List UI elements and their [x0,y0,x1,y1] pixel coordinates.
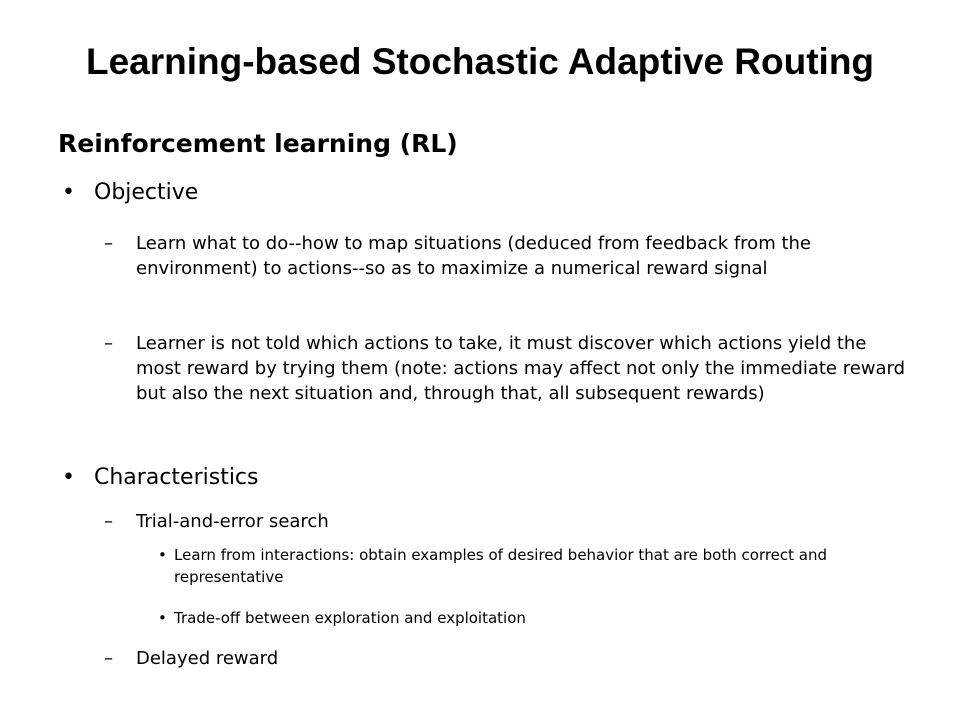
bullet-marker: • [62,465,75,490]
point-text: Learner is not told which actions to take, it must discover which actions yield the most reward by trying them (note: actions may affect not only the immediate reward but also the next situation and, through that, all subsequent rewards) [136,333,906,404]
bullet-label: Objective [94,180,199,205]
sub-bullet-marker: • [158,546,167,564]
point-text: Trial-and-error search [136,511,329,532]
subpoint-text: Learn from interactions: obtain examples of desired behavior that are both correct and representative [174,546,828,586]
slide-title: Learning-based Stochastic Adaptive Routing [85,41,875,82]
bullet-marker: • [62,180,75,205]
bullet-label: Characteristics [94,465,259,490]
subpoint-text: Trade-off between exploration and exploitation [174,609,526,627]
point-text: Learn what to do--how to map situations (deduced from feedback from the environment) to actions--so as to maximize a numerical reward signal [136,233,811,279]
section-heading: Reinforcement learning (RL) [58,129,458,158]
dash-marker: – [104,233,113,254]
dash-marker: – [104,648,113,669]
dash-marker: – [104,511,113,532]
dash-marker: – [104,333,113,354]
point-text: Delayed reward [136,648,279,669]
sub-bullet-marker: • [158,609,167,627]
